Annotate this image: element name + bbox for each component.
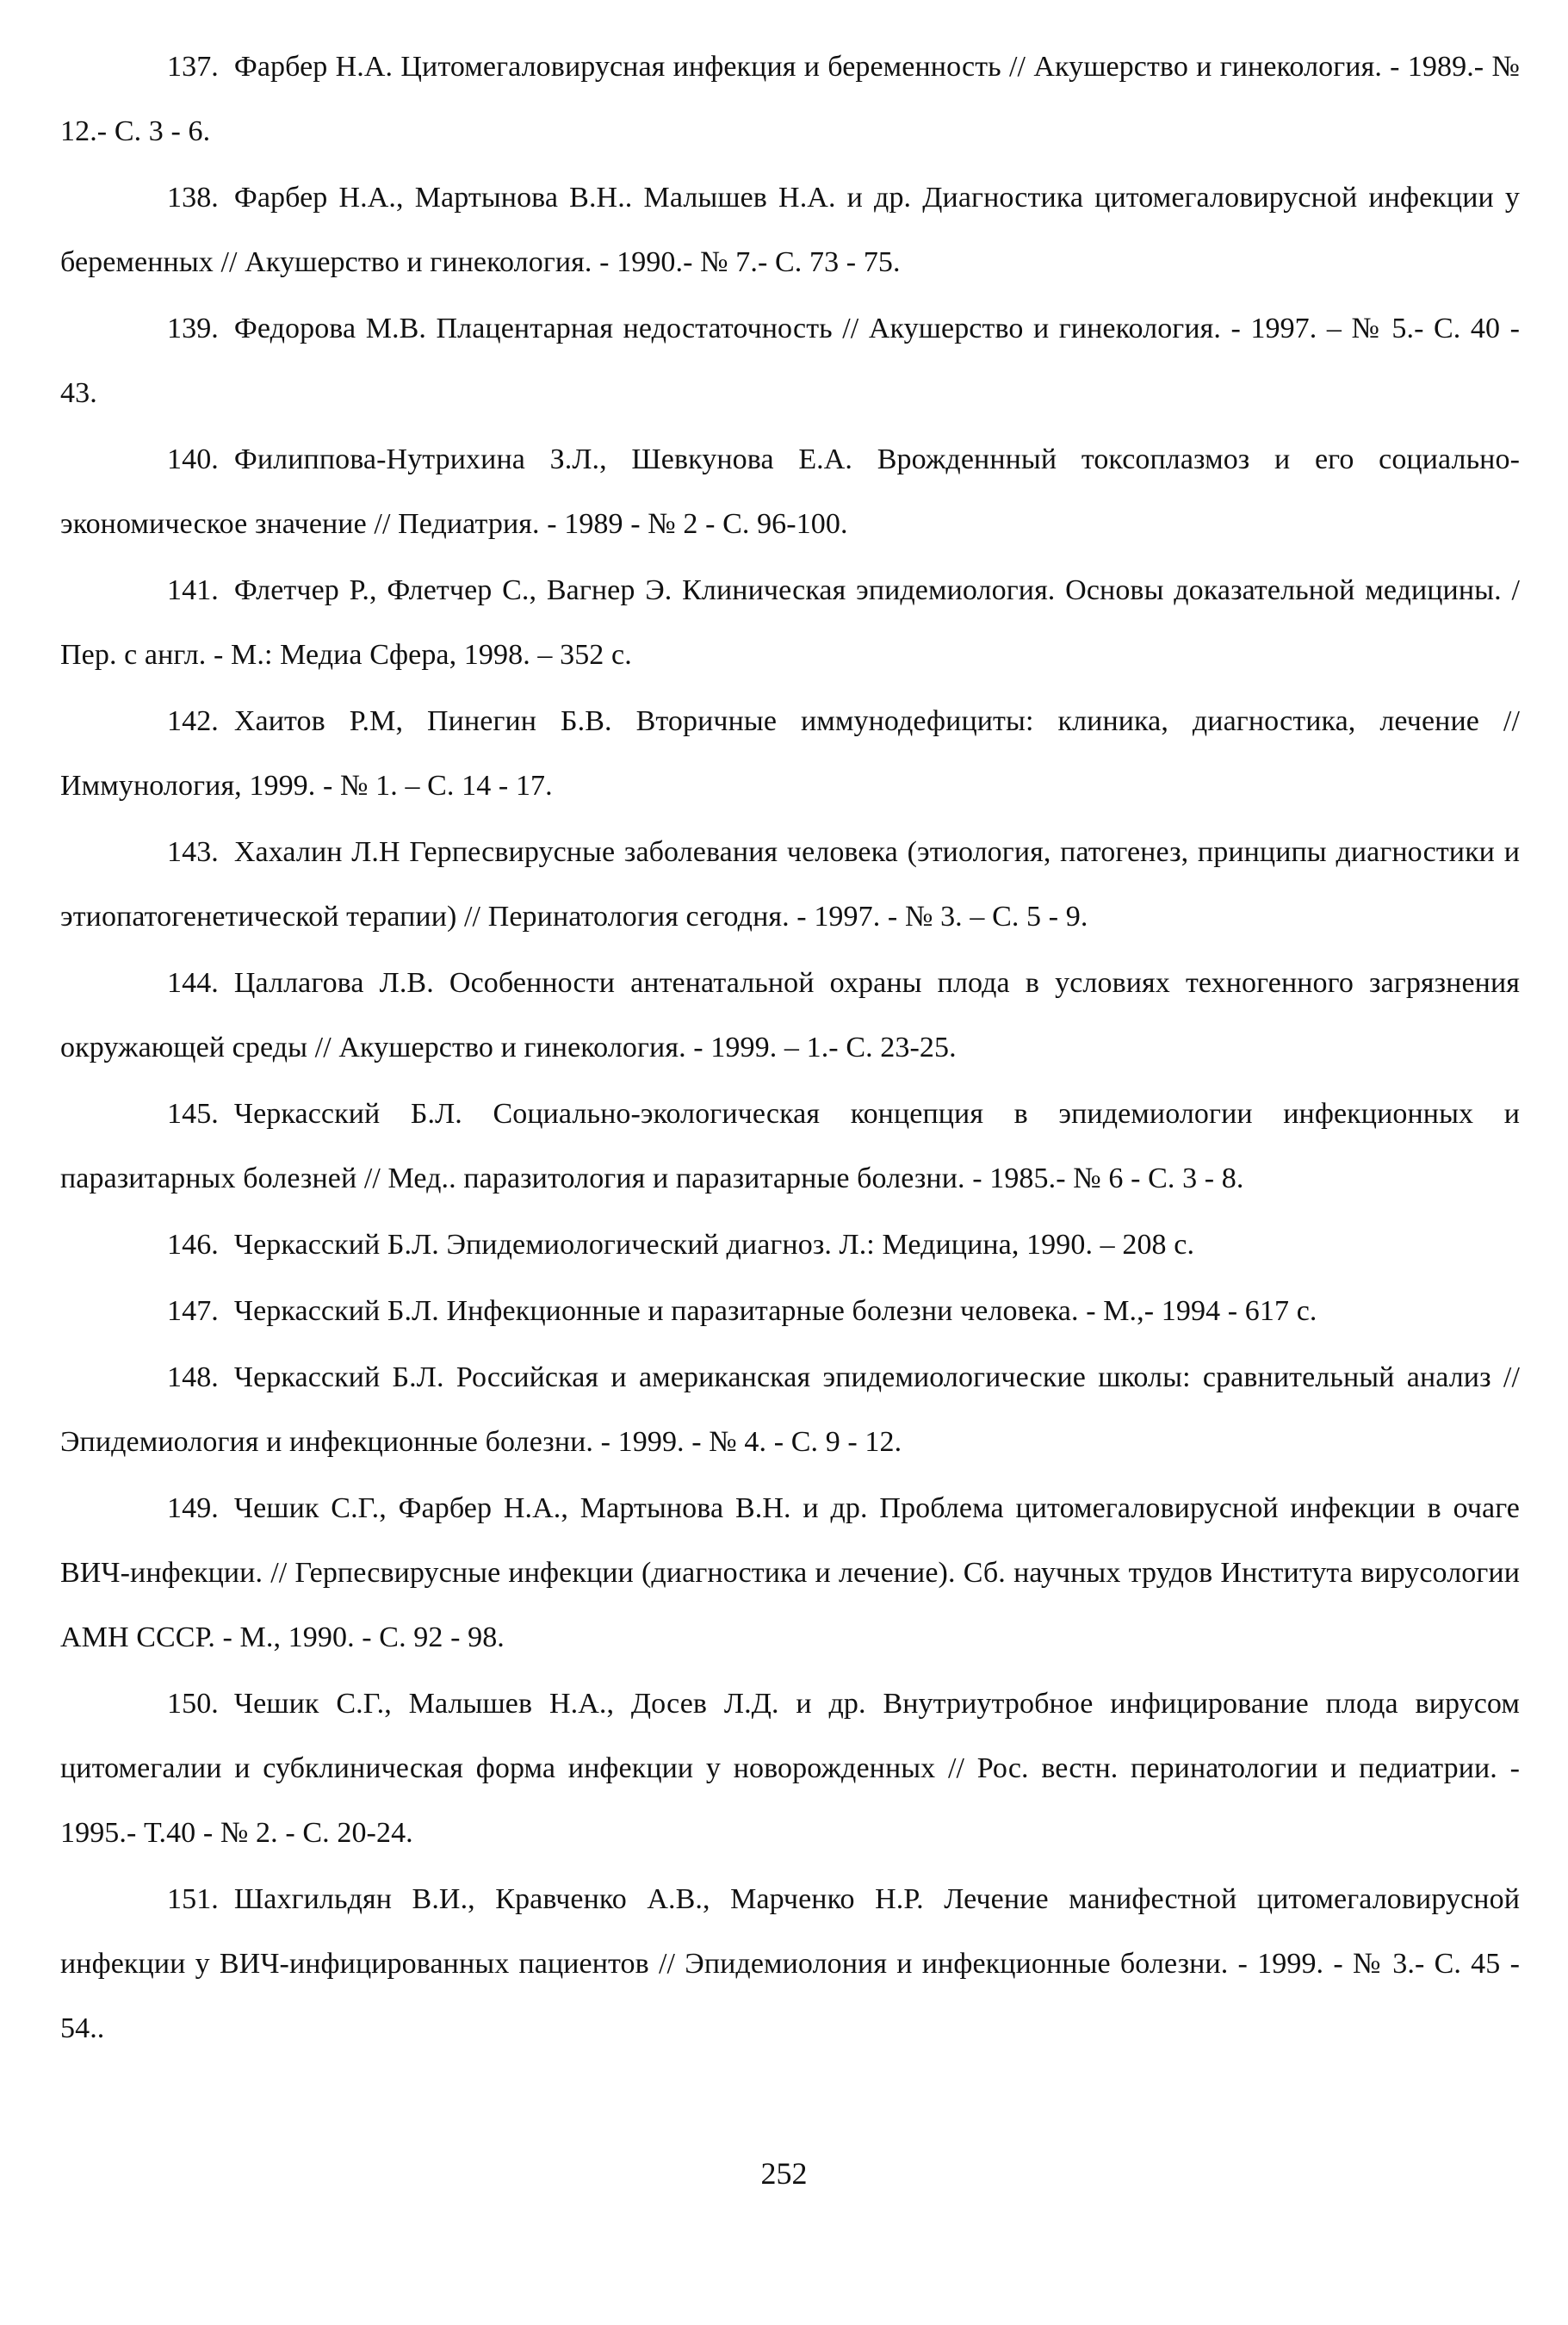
reference-number: 137.: [167, 51, 219, 83]
reference-text: Флетчер Р., Флетчер С., Вагнер Э. Клиническая эпидемиология. Основы доказательной медицины. / Пер. с англ. - М.: Медиа Сфера, 1998. – 352 с.: [60, 574, 1520, 671]
reference-text: Филиппова-Нутрихина З.Л., Шевкунова Е.А. Врожденнный токсоплазмоз и его социально-экономическое значение // Педиатрия. - 1989 - № 2 - С. 96-100.: [60, 443, 1520, 540]
reference-number: 144.: [167, 967, 219, 999]
reference-number: 142.: [167, 705, 219, 737]
reference-item: [60, 1279, 1520, 1343]
reference-text: Хаитов Р.М, Пинегин Б.В. Вторичные иммунодефициты: клиника, диагностика, лечение // Иммунология, 1999. - № 1. – С. 14 - 17.: [60, 705, 1520, 802]
reference-item: [60, 1476, 1520, 1670]
reference-item: [60, 1671, 1520, 1865]
reference-number: 145.: [167, 1098, 219, 1130]
reference-number: 141.: [167, 574, 219, 606]
reference-item: [60, 1082, 1520, 1211]
reference-item: [60, 34, 1520, 164]
reference-text: Хахалин Л.Н Герпесвирусные заболевания человека (этиология, патогенез, принципы диагностики и этиопатогенетической терапии) // Перинатология сегодня. - 1997. - № 3. – С. 5 - 9.: [60, 836, 1520, 933]
reference-text: Черкасский Б.Л. Эпидемиологический диагноз. Л.: Медицина, 1990. – 208 с.: [233, 1229, 1195, 1261]
reference-item: [60, 689, 1520, 818]
reference-number: 139.: [167, 313, 219, 344]
reference-text: Черкасский Б.Л. Российская и американская эпидемиологические школы: сравнительный анализ // Эпидемиология и инфекционные болезни. - 1999. - № 4. - С. 9 - 12.: [60, 1361, 1520, 1458]
reference-text: Цаллагова Л.В. Особенности антенатальной охраны плода в условиях техногенного загрязнения окружающей среды // Акушерство и гинекология. - 1999. – 1.- С. 23-25.: [60, 967, 1520, 1063]
reference-text: Федорова М.В. Плацентарная недостаточность // Акушерство и гинекология. - 1997. – № 5.- С. 40 - 43.: [60, 313, 1520, 409]
reference-text: Чешик С.Г., Малышев Н.А., Досев Л.Д. и др. Внутриутробное инфицирование плода вирусом цитомегалии и субклиническая форма инфекции у новорожденных // Рос. вестн. перинатологии и педиатрии. - 1995.- Т.40 - № 2. - С. 20-24.: [60, 1688, 1520, 1849]
reference-number: 151.: [167, 1883, 219, 1915]
reference-number: 147.: [167, 1295, 219, 1327]
reference-text: Черкасский Б.Л. Инфекционные и паразитарные болезни человека. - М.,- 1994 - 617 с.: [233, 1295, 1317, 1327]
reference-item: [60, 820, 1520, 949]
reference-item: [60, 1345, 1520, 1474]
reference-item: [60, 165, 1520, 294]
reference-item: [60, 558, 1520, 687]
reference-number: 140.: [167, 443, 219, 475]
reference-number: 148.: [167, 1361, 219, 1393]
reference-list: [60, 34, 1520, 2062]
reference-text: Черкасский Б.Л. Социально-экологическая концепция в эпидемиологии инфекционных и паразитарных болезней // Мед.. паразитология и паразитарные болезни. - 1985.- № 6 - С. 3 - 8.: [60, 1098, 1520, 1194]
reference-number: 149.: [167, 1492, 219, 1524]
reference-text: Фарбер Н.А. Цитомегаловирусная инфекция и беременность // Акушерство и гинекология. - 1989.- № 12.- С. 3 - 6.: [60, 51, 1520, 147]
reference-item: [60, 296, 1520, 425]
reference-item: [60, 951, 1520, 1080]
reference-item: [60, 1867, 1520, 2061]
reference-text: Фарбер Н.А., Мартынова В.Н.. Малышев Н.А. и др. Диагностика цитомегаловирусной инфекции у беременных // Акушерство и гинекология. - 1990.- № 7.- С. 73 - 75.: [60, 182, 1520, 278]
reference-item: [60, 427, 1520, 556]
reference-number: 143.: [167, 836, 219, 868]
reference-text: Чешик С.Г., Фарбер Н.А., Мартынова В.Н. и др. Проблема цитомегаловирусной инфекции в очаге ВИЧ-инфекции. // Герпесвирусные инфекции (диагностика и лечение). Сб. научных трудов Института вирусологии АМН СССР. - М., 1990. - С. 92 - 98.: [60, 1492, 1520, 1653]
page-number: 252: [760, 2156, 808, 2191]
reference-text: Шахгильдян В.И., Кравченко А.В., Марченко Н.Р. Лечение манифестной цитомегаловирусной инфекции у ВИЧ-инфицированных пациентов // Эпидемиолония и инфекционные болезни. - 1999. - № 3.- С. 45 - 54..: [60, 1883, 1520, 2044]
reference-item: [60, 1212, 1520, 1277]
reference-number: 146.: [167, 1229, 219, 1261]
reference-number: 138.: [167, 182, 219, 214]
reference-number: 150.: [167, 1688, 219, 1720]
